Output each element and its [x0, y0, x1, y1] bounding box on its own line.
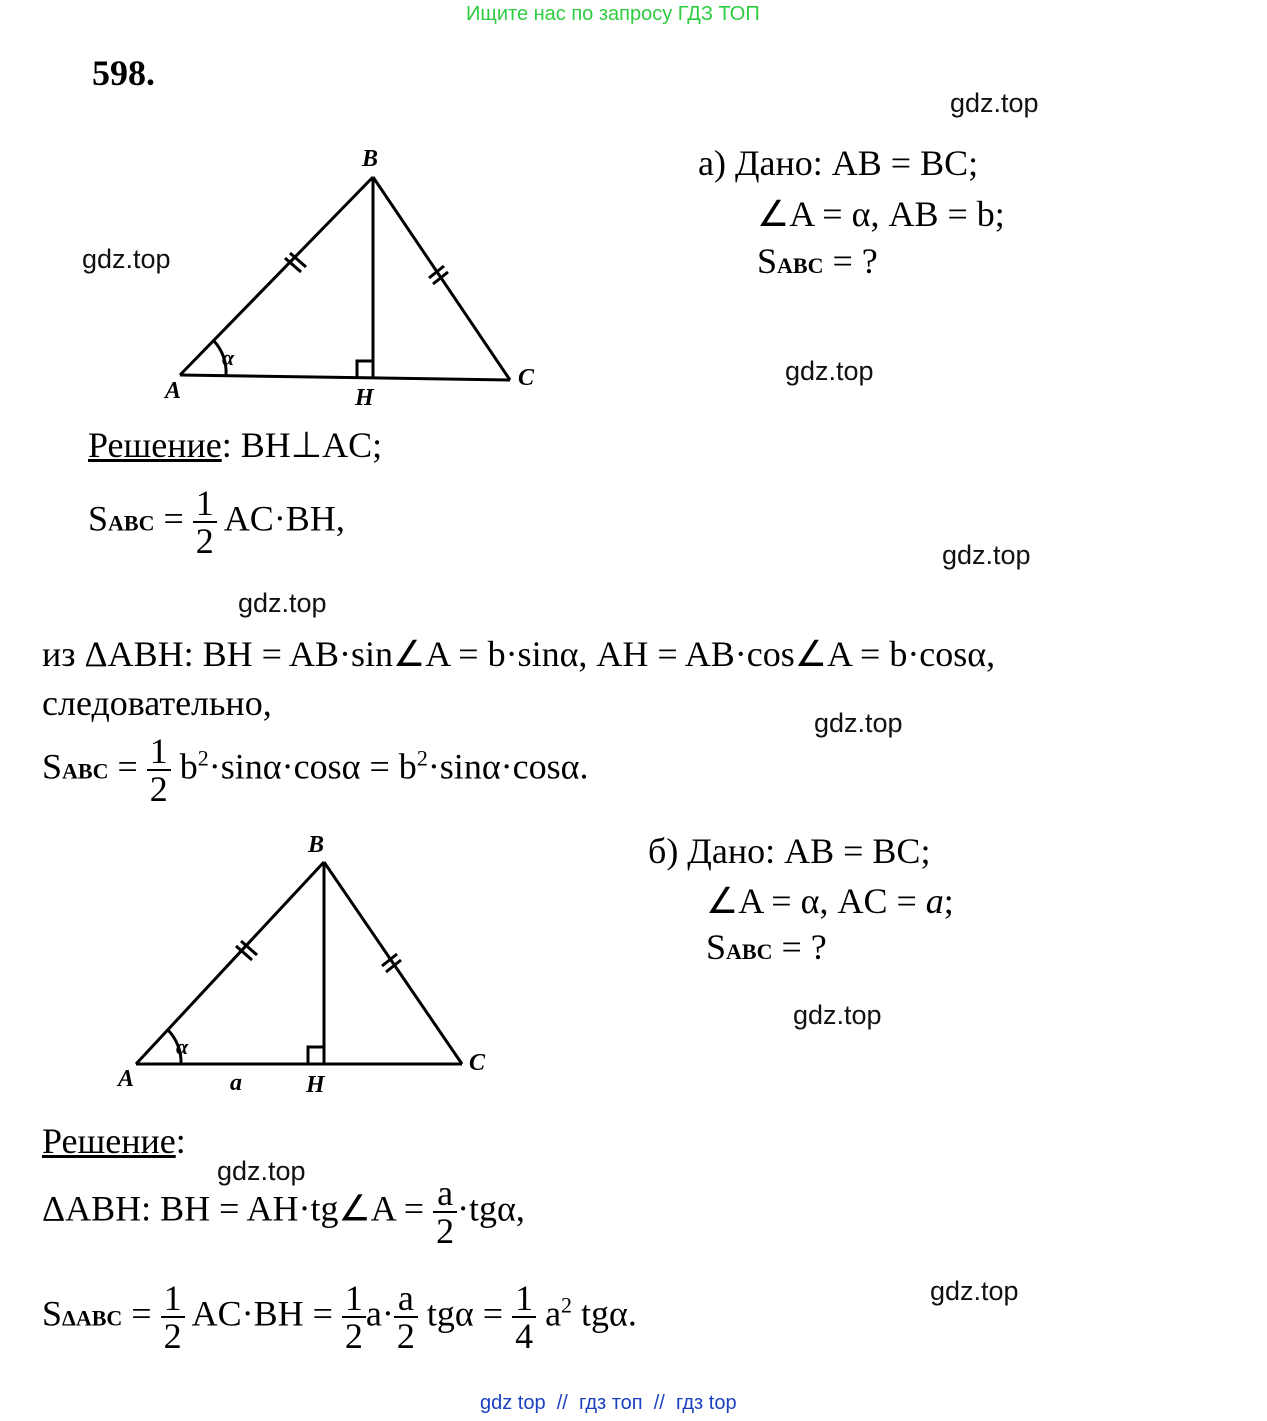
label-a: A [165, 378, 182, 404]
given-b-line-3: SABC = ? [706, 927, 827, 967]
derivation-a-line-1: из ΔABH: BH = AB·sin∠A = b·sinα, AH = AB·cos∠A = b·cosα, [42, 634, 996, 674]
label-c: C [469, 1050, 486, 1076]
label-side-a: a [230, 1070, 242, 1096]
watermark: gdz.top [950, 88, 1039, 118]
label-b: B [308, 832, 325, 858]
triangle-diagram-b [0, 820, 600, 1110]
label-a: A [118, 1066, 135, 1092]
label-b: B [362, 146, 379, 172]
right-angle-mark [357, 361, 373, 378]
final-formula-b: SΔABC = $\frac{1}{2}$ AC·BH = $\frac{1}{2}$ a· $\frac{a}{2}$ tgα = $\frac{1}{4}$ $a^2$ tgα. [42, 1278, 637, 1356]
watermark: gdz.top [793, 1000, 882, 1030]
side-ab [136, 862, 324, 1064]
final-formula-a: SABC = $\frac{1}{2}$ $b^2\cdot\sin\alpha\cdot\cos\alpha = b^2\cdot\sin\alpha\cdot\cos\alpha$. [42, 731, 589, 809]
fraction-a-over-2: $\frac{a}{2}$ [433, 1175, 457, 1249]
solution-label: Решение [88, 425, 222, 465]
label-h: H [306, 1072, 325, 1098]
given-a-line-3: SABC = ? [757, 241, 878, 281]
side-ac [180, 375, 510, 380]
watermark: gdz.top [785, 356, 874, 386]
top-banner: Ищите нас по запросу ГДЗ ТОП [466, 3, 760, 25]
right-angle-mark [308, 1047, 324, 1064]
given-b-line-1: б) Дано: AB = BC; [648, 831, 931, 871]
fraction-half: $\frac{1}{2}$ [147, 733, 171, 807]
derivation-b-line-1: ΔABH: BH = AH·tg∠A = $\frac{a}{2}$ ·tgα, [42, 1173, 525, 1251]
label-alpha: α [222, 345, 235, 370]
problem-number: 598. [92, 53, 155, 93]
triangle-diagram-a [0, 0, 600, 420]
watermark: gdz.top [238, 588, 327, 618]
label-alpha: α [176, 1034, 189, 1059]
watermark: gdz.top [217, 1156, 306, 1186]
area-formula-a: SABC = $\frac{1}{2}$ AC·BH, [88, 483, 345, 561]
derivation-a-line-2: следовательно, [42, 683, 272, 723]
watermark: gdz.top [930, 1276, 1019, 1306]
label-c: C [518, 365, 535, 391]
solution-b-heading: Решение: [42, 1121, 186, 1161]
solution-label: Решение [42, 1121, 176, 1161]
watermark: gdz.top [814, 708, 903, 738]
solution-a-heading: Решение: BH⊥AC; [88, 425, 383, 465]
given-b-line-2: ∠A = α, AC = a; [706, 881, 954, 921]
side-bc [324, 862, 462, 1064]
watermark: gdz.top [82, 244, 171, 274]
given-a-line-2: ∠A = α, AB = b; [757, 194, 1005, 234]
label-h: H [355, 385, 374, 411]
footer-links: gdz top // гдз топ // гдз top [480, 1392, 737, 1414]
side-ab [180, 177, 373, 375]
watermark: gdz.top [942, 540, 1031, 570]
fraction-half: $\frac{1}{2}$ [193, 485, 217, 559]
given-a-line-1: а) Дано: AB = BC; [698, 143, 979, 183]
